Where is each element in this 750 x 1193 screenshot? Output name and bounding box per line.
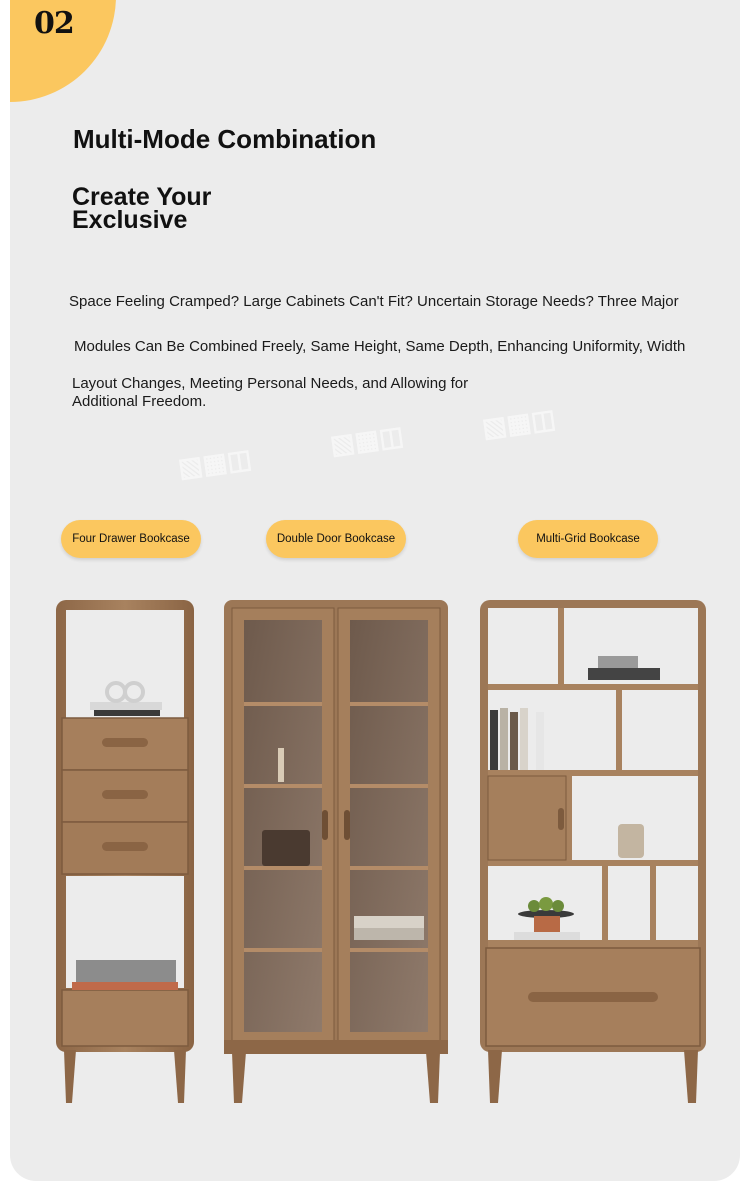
description-line-2: Modules Can Be Combined Freely, Same Height, Same Depth, Enhancing Uniformity, Width bbox=[74, 338, 686, 355]
description-line-1: Space Feeling Cramped? Large Cabinets Can't Fit? Uncertain Storage Needs? Three Major bbox=[69, 293, 679, 310]
section-subtitle bbox=[72, 183, 332, 234]
subtitle-line-2: Exclusive bbox=[72, 206, 188, 234]
section-title: Multi-Mode Combination bbox=[73, 124, 377, 154]
module-label-four-drawer: Four Drawer Bookcase bbox=[61, 520, 201, 558]
watermark-logo: ▧▦◫ bbox=[176, 443, 254, 483]
description-line-4: Additional Freedom. bbox=[72, 393, 207, 410]
subtitle-line-1: Create Your bbox=[72, 183, 212, 211]
description-line-3: Layout Changes, Meeting Personal Needs, and Allowing for bbox=[72, 375, 469, 392]
module-label-double-door: Double Door Bookcase bbox=[266, 520, 406, 558]
watermark-logo: ▧▦◫ bbox=[480, 403, 558, 443]
module-label-multi-grid: Multi-Grid Bookcase bbox=[518, 520, 658, 558]
double-door-bookcase-image bbox=[222, 598, 450, 1106]
multi-grid-bookcase-image bbox=[478, 598, 708, 1106]
four-drawer-bookcase-image bbox=[54, 598, 198, 1106]
watermark-logo: ▧▦◫ bbox=[328, 420, 406, 460]
section-number: 02 bbox=[34, 6, 74, 41]
